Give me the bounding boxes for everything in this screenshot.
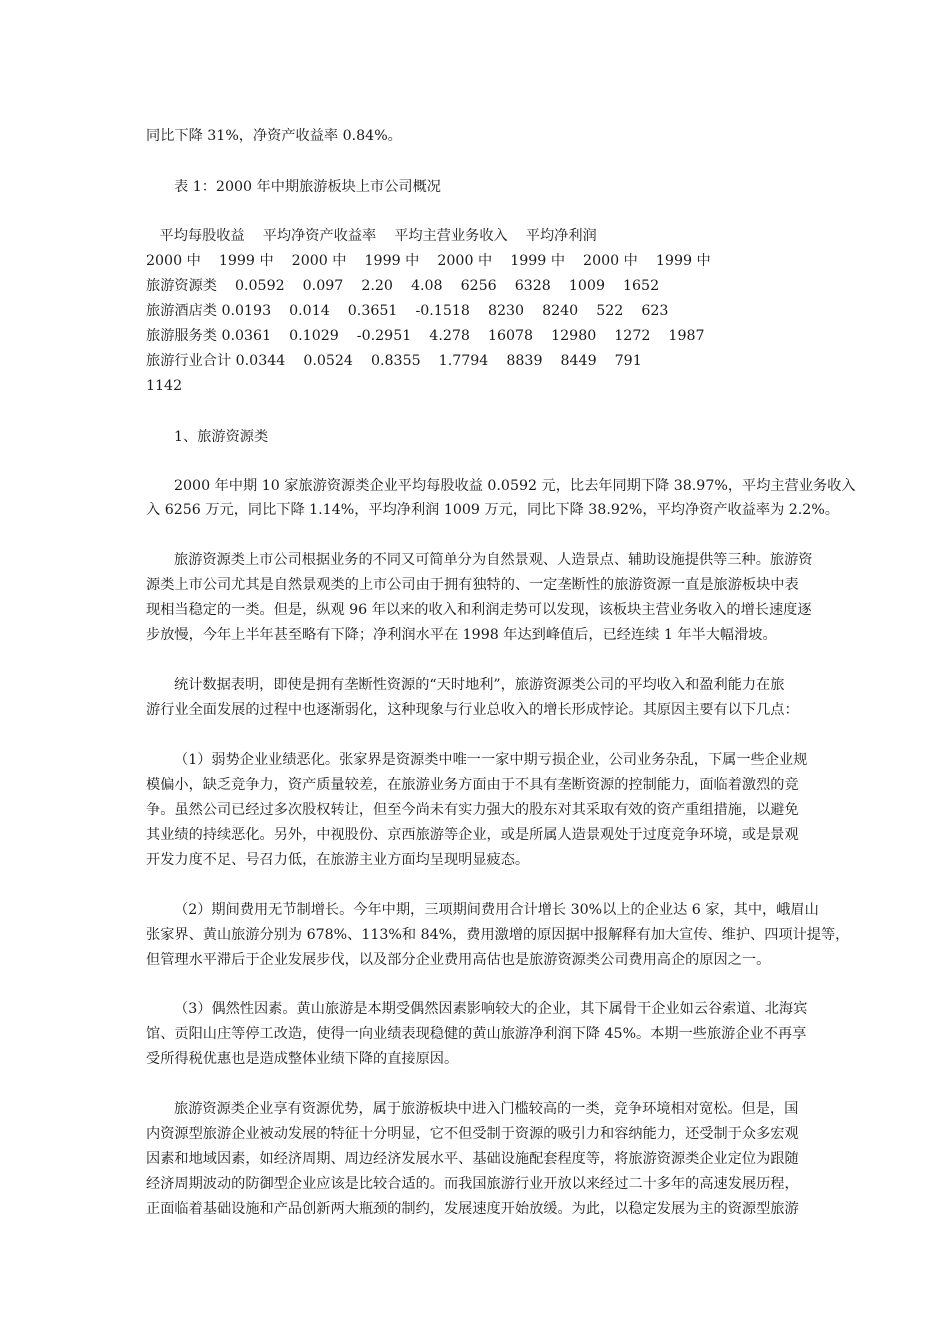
paragraph-line: （1）弱势企业业绩恶化。张家界是资源类中唯一一家中期亏损企业，公司业务杂乱，下属一些企业规 (174, 752, 808, 768)
paragraph-line: 2000 年中期 10 家旅游资源类企业平均每股收益 0.0592 元，比去年同期下降 38.97%，平均主营业务收入 (174, 478, 856, 494)
paragraph-line: 步放慢，今年上半年甚至略有下降；净利润水平在 1998 年达到峰值后，已经连续 1 年半大幅滑坡。 (146, 627, 777, 643)
paragraph-line: 其业绩的持续恶化。另外，中视股份、京西旅游等企业，或是所属人造景观处于过度竞争环境，或是景观 (146, 827, 799, 843)
paragraph-line: 源类上市公司尤其是自然景观类的上市公司由于拥有独特的、一定垄断性的旅游资源一直是旅游板块中表 (146, 577, 799, 593)
paragraph-line: 开发力度不足、号召力低，在旅游主业方面均呈现明显疲态。 (146, 852, 530, 868)
table-row: 旅游酒店类 0.0193 0.014 0.3651 -0.1518 8230 8240 522 623 (146, 303, 669, 319)
paragraph-line: 游行业全面发展的过程中也逐渐弱化，这种现象与行业总收入的增长形成悖论。其原因主要有以下几点： (146, 702, 799, 718)
paragraph-line: 馆、贡阳山庄等停工改造，使得一向业绩表现稳健的黄山旅游净利润下降 45%。本期一些旅游企业不再享 (146, 1026, 807, 1042)
paragraph-line: 模偏小，缺乏竞争力，资产质量较差，在旅游业务方面由于不具有垄断资源的控制能力，面临着激烈的竞 (146, 777, 799, 793)
paragraph-line: （3）偶然性因素。黄山旅游是本期受偶然因素影响较大的企业，其下属骨干企业如云谷索道、北海宾 (174, 1001, 808, 1017)
paragraph-line: 现相当稳定的一类。但是，纵观 96 年以来的收入和利润走势可以发现，该板块主营业务收入的增长速度逐 (146, 602, 812, 618)
paragraph-line: （2）期间费用无节制增长。今年中期，三项期间费用合计增长 30%以上的企业达 6 家，其中，峨眉山 (174, 902, 819, 918)
paragraph-line: 受所得税优惠也是造成整体业绩下降的直接原因。 (146, 1051, 459, 1067)
section-heading: 1、旅游资源类 (174, 429, 269, 445)
paragraph-line: 正面临着基础设施和产品创新两大瓶颈的制约，发展速度开始放缓。为此，以稳定发展为主的资源型旅游 (146, 1201, 799, 1217)
table-row-overflow: 1142 (146, 378, 183, 394)
paragraph-line: 入 6256 万元，同比下降 1.14%，平均净利润 1009 万元，同比下降 38.92%，平均净资产收益率为 2.2%。 (146, 502, 839, 518)
table-caption: 表 1：2000 年中期旅游板块上市公司概况 (174, 179, 441, 195)
paragraph-line: 旅游资源类上市公司根据业务的不同又可简单分为自然景观、人造景点、辅助设施提供等三种。旅游资 (174, 552, 813, 568)
paragraph-line: 因素和地域因素，如经济周期、周边经济发展水平、基础设施配套程度等，将旅游资源类企业定位为跟随 (146, 1151, 799, 1167)
table-subheader-row: 2000 中 1999 中 2000 中 1999 中 2000 中 1999 中 2000 中 1999 中 (146, 253, 711, 269)
paragraph-line: 统计数据表明，即使是拥有垄断性资源的“天时地利”，旅游资源类公司的平均收入和盈利能力在旅 (174, 677, 785, 693)
paragraph-line: 内资源型旅游企业被动发展的特征十分明显，它不但受制于资源的吸引力和容纳能力，还受制于众多宏观 (146, 1126, 799, 1142)
text-line: 同比下降 31%，净资产收益率 0.84%。 (146, 128, 402, 144)
table-row: 旅游资源类 0.0592 0.097 2.20 4.08 6256 6328 1009 1652 (146, 278, 660, 294)
paragraph-line: 旅游资源类企业享有资源优势，属于旅游板块中进入门槛较高的一类，竞争环境相对宽松。但是，国 (174, 1101, 799, 1117)
paragraph-line: 经济周期波动的防御型企业应该是比较合适的。而我国旅游行业开放以来经过二十多年的高速发展历程， (146, 1176, 799, 1192)
table-header-row: 平均每股收益 平均净资产收益率 平均主营业务收入 平均净利润 (146, 228, 597, 244)
paragraph-line: 但管理水平滞后于企业发展步伐，以及部分企业费用高估也是旅游资源类公司费用高企的原因之一。 (146, 952, 771, 968)
paragraph-line: 争。虽然公司已经过多次股权转让，但至今尚未有实力强大的股东对其采取有效的资产重组措施，以避免 (146, 802, 799, 818)
table-row: 旅游服务类 0.0361 0.1029 -0.2951 4.278 16078 12980 1272 1987 (146, 328, 705, 344)
paragraph-line: 张家界、黄山旅游分别为 678%、113%和 84%，费用激增的原因据中报解释有加大宣传、维护、四项计提等， (146, 927, 850, 943)
table-row: 旅游行业合计 0.0344 0.0524 0.8355 1.7794 8839 8449 791 (146, 353, 642, 369)
